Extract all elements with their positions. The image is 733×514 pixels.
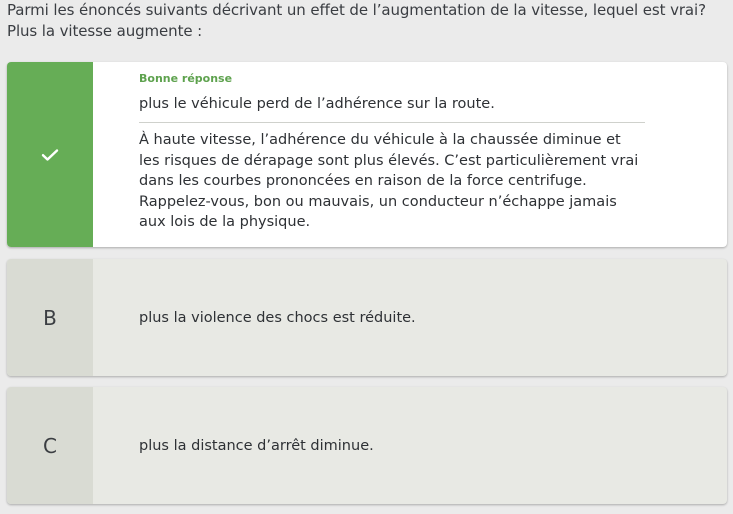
- answer-content: [93, 387, 727, 504]
- answer-marker: [7, 259, 93, 376]
- answer-text: plus la violence des chocs est réduite.: [139, 309, 416, 326]
- correct-answer-label: Bonne réponse: [139, 72, 233, 85]
- answer-text: plus le véhicule perd de l’adhérence sur la route.: [139, 94, 645, 123]
- question-text: Parmi les énoncés suivants décrivant un effet de l’augmentation de la vitesse, lequel est vrai? Plus la vitesse augmente :: [7, 1, 706, 40]
- answer-content: [93, 62, 727, 247]
- check-icon: [41, 148, 59, 162]
- option-letter: C: [43, 433, 57, 458]
- answer-content: [93, 259, 727, 376]
- answer-marker: [7, 387, 93, 504]
- answer-option-b[interactable]: [7, 259, 727, 376]
- option-letter: B: [43, 305, 57, 330]
- answer-option-a-correct[interactable]: [7, 62, 727, 247]
- answer-option-c[interactable]: [7, 387, 727, 504]
- answer-explanation: À haute vitesse, l’adhérence du véhicule à la chaussée diminue et les risques de dérapage sont plus élevés. C’est particulièrement vrai dans les courbes prononcées en raison de la force centrifuge. Rappelez-vous, bon ou mauvais, un conducteur n’échappe jamais aux lois de la physique.: [139, 132, 639, 230]
- answer-text: plus la distance d’arrêt diminue.: [139, 437, 374, 454]
- answer-marker: [7, 62, 93, 247]
